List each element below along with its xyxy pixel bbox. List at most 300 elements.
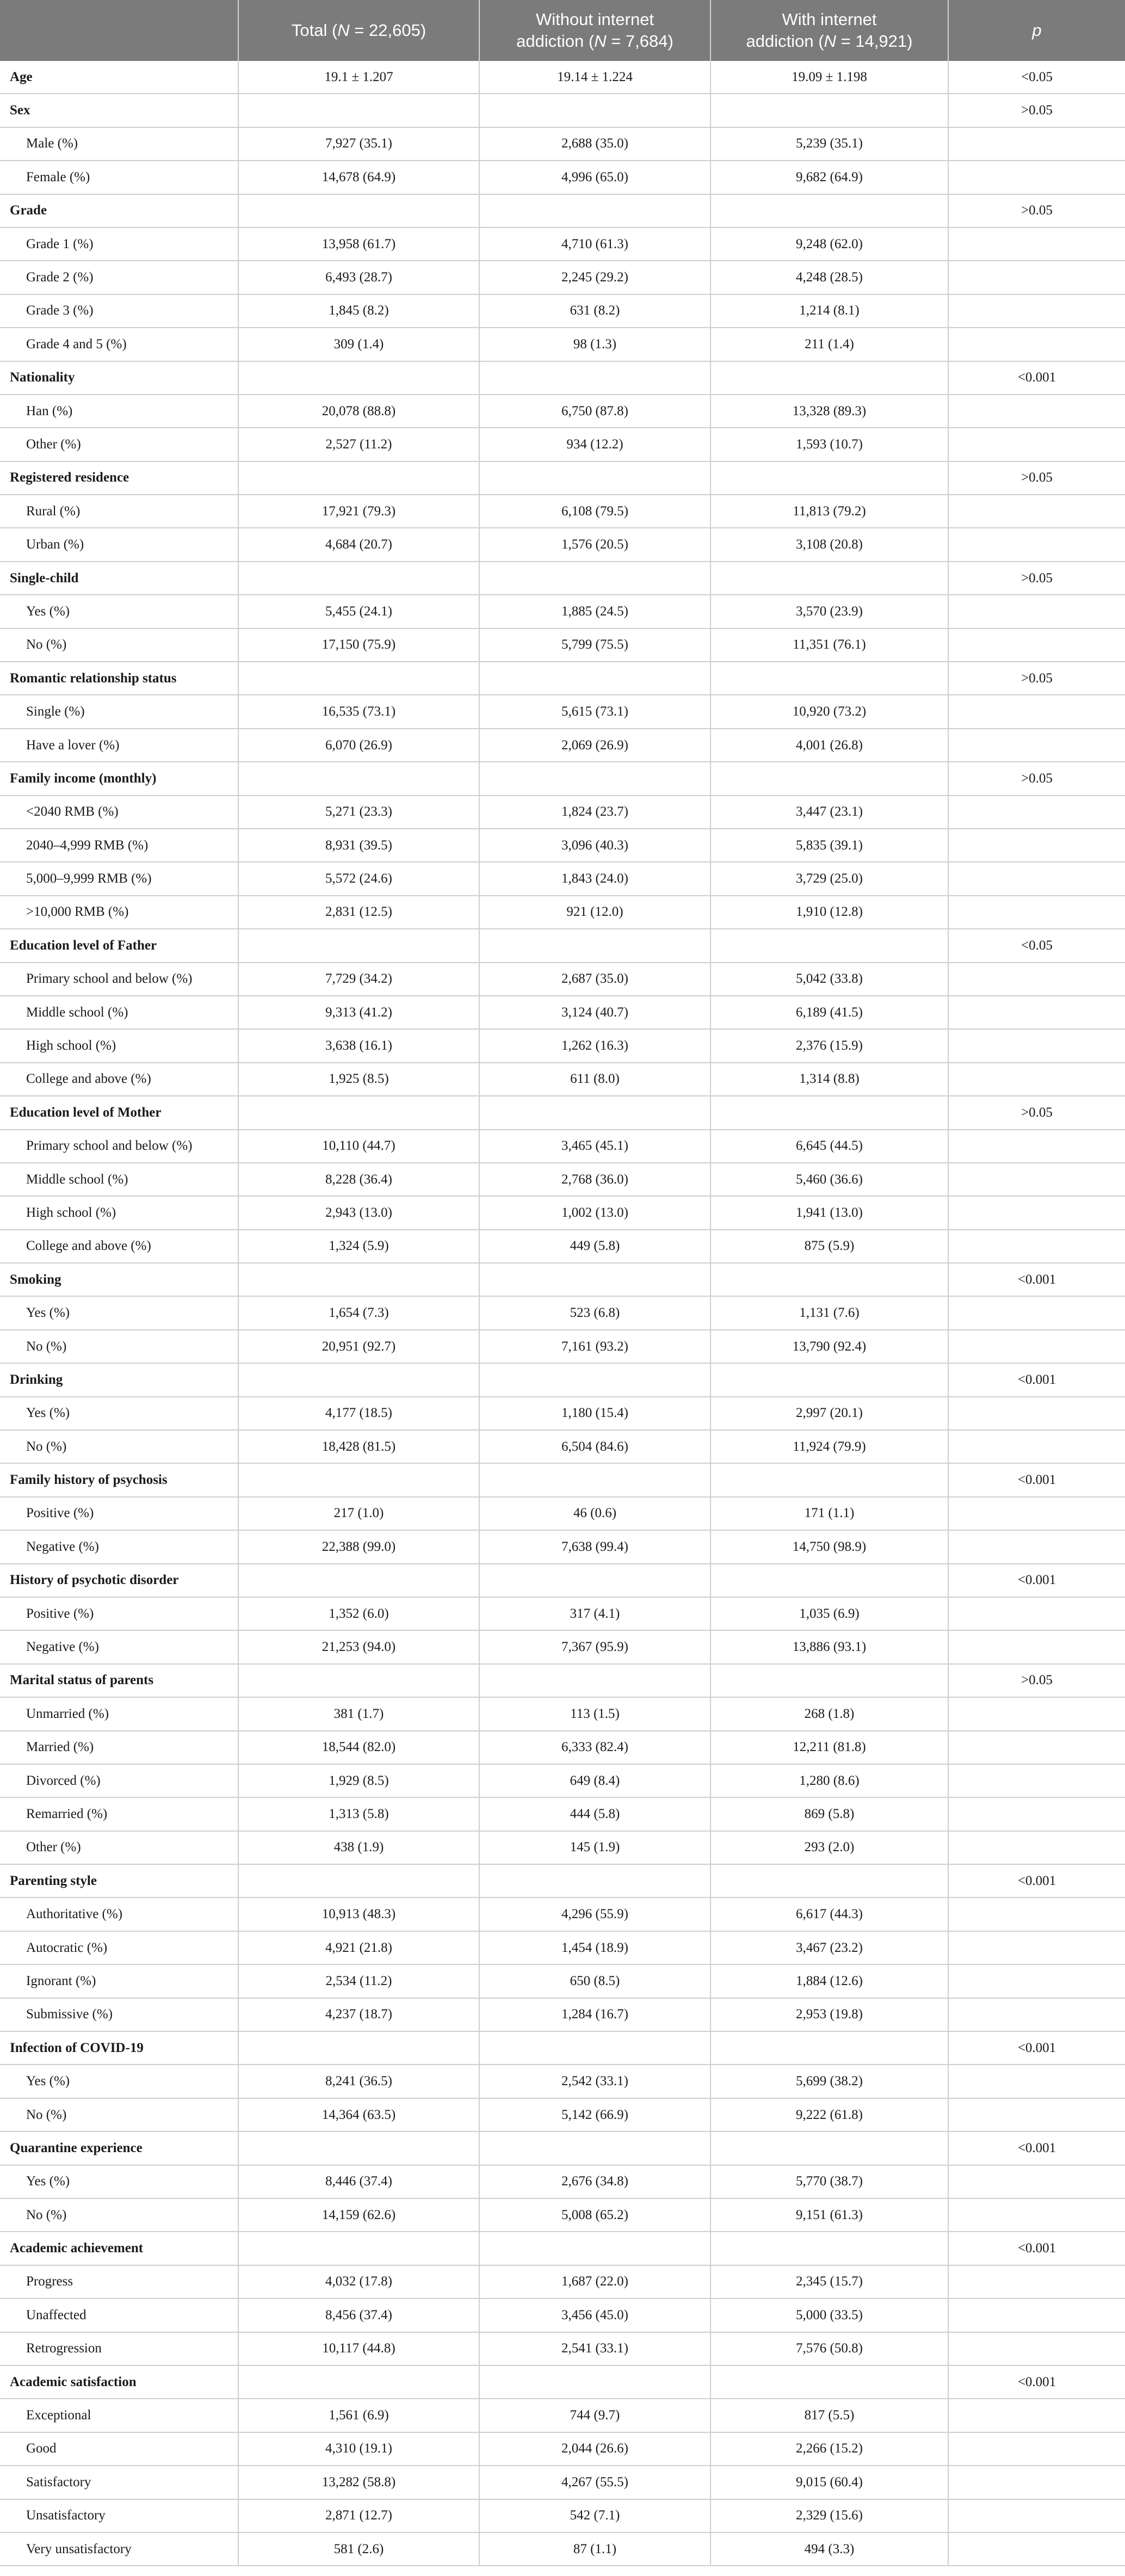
group-header-row: [0, 61, 1125, 94]
cell-p-value: [948, 2198, 1125, 2232]
header-p-value: p: [948, 0, 1125, 61]
cell-total: [238, 1564, 479, 1597]
cell-with-addiction: 2,329 (15.6): [710, 2499, 948, 2532]
cell-without-addiction: 6,750 (87.8): [479, 395, 710, 428]
cell-total: 217 (1.0): [238, 1497, 479, 1530]
cell-with-addiction: 13,886 (93.1): [710, 1630, 948, 1663]
cell-without-addiction: 2,542 (33.1): [479, 2065, 710, 2098]
cell-p-value: [948, 862, 1125, 895]
cell-without-addiction: 631 (8.2): [479, 294, 710, 328]
cell-with-addiction: 2,345 (15.7): [710, 2265, 948, 2298]
table-row: [0, 1964, 1125, 1998]
cell-p-value: [948, 1597, 1125, 1630]
cell-with-addiction: 4,001 (26.8): [710, 729, 948, 762]
row-label: No (%): [0, 628, 238, 662]
row-label: Drinking: [0, 1363, 238, 1396]
row-label: 2040–4,999 RMB (%): [0, 829, 238, 862]
cell-total: 2,871 (12.7): [238, 2499, 479, 2532]
cell-with-addiction: 293 (2.0): [710, 1831, 948, 1864]
cell-p-value: [948, 261, 1125, 294]
table-row: [0, 227, 1125, 261]
cell-without-addiction: 1,576 (20.5): [479, 528, 710, 561]
cell-without-addiction: [479, 562, 710, 595]
row-label: Family history of psychosis: [0, 1463, 238, 1496]
group-header-row: [0, 2232, 1125, 2265]
cell-total: 18,428 (81.5): [238, 1430, 479, 1463]
row-label: Smoking: [0, 1263, 238, 1296]
cell-without-addiction: [479, 194, 710, 227]
cell-with-addiction: 875 (5.9): [710, 1230, 948, 1263]
cell-without-addiction: 1,180 (15.4): [479, 1397, 710, 1430]
cell-total: 4,237 (18.7): [238, 1998, 479, 2031]
cell-with-addiction: 6,617 (44.3): [710, 1897, 948, 1931]
row-label: Marital status of parents: [0, 1664, 238, 1697]
cell-with-addiction: 3,729 (25.0): [710, 862, 948, 895]
cell-with-addiction: [710, 562, 948, 595]
cell-total: 381 (1.7): [238, 1697, 479, 1730]
cell-total: 581 (2.6): [238, 2532, 479, 2566]
row-label: Unmarried (%): [0, 1697, 238, 1730]
cell-p-value: [948, 2432, 1125, 2466]
cell-with-addiction: 3,108 (20.8): [710, 528, 948, 561]
header-with-addiction: With internet addiction (N = 14,921): [710, 0, 948, 61]
cell-with-addiction: 4,248 (28.5): [710, 261, 948, 294]
cell-p-value: [948, 1831, 1125, 1864]
table-row: [0, 829, 1125, 862]
row-label: Education level of Father: [0, 929, 238, 962]
cell-total: 10,110 (44.7): [238, 1130, 479, 1163]
cell-total: 10,913 (48.3): [238, 1897, 479, 1931]
cell-total: [238, 2031, 479, 2065]
cell-without-addiction: 7,161 (93.2): [479, 1330, 710, 1363]
cell-p-value: [948, 1630, 1125, 1663]
row-label: Submissive (%): [0, 1998, 238, 2031]
row-label: Yes (%): [0, 595, 238, 628]
cell-without-addiction: 7,367 (95.9): [479, 1630, 710, 1663]
cell-with-addiction: [710, 1564, 948, 1597]
cell-with-addiction: 11,351 (76.1): [710, 628, 948, 662]
row-label: Single (%): [0, 695, 238, 728]
cell-total: 20,951 (92.7): [238, 1330, 479, 1363]
row-label: Progress: [0, 2265, 238, 2298]
cell-with-addiction: 9,015 (60.4): [710, 2466, 948, 2499]
table-row: [0, 2499, 1125, 2532]
cell-without-addiction: 2,245 (29.2): [479, 261, 710, 294]
cell-with-addiction: [710, 1363, 948, 1396]
group-header-row: [0, 1096, 1125, 1129]
row-label: High school (%): [0, 1196, 238, 1229]
cell-p-value: [948, 1764, 1125, 1797]
row-label: Age: [0, 61, 238, 94]
cell-without-addiction: 5,008 (65.2): [479, 2198, 710, 2232]
cell-p-value: >0.05: [948, 94, 1125, 127]
cell-p-value: [948, 2098, 1125, 2131]
row-label: Yes (%): [0, 1296, 238, 1329]
cell-p-value: [948, 1397, 1125, 1430]
row-label: Yes (%): [0, 2165, 238, 2198]
table-row: [0, 2298, 1125, 2332]
cell-without-addiction: 2,044 (26.6): [479, 2432, 710, 2466]
cell-without-addiction: [479, 1564, 710, 1597]
cell-total: [238, 2365, 479, 2399]
cell-without-addiction: [479, 1463, 710, 1496]
cell-total: 4,921 (21.8): [238, 1931, 479, 1964]
cell-total: 309 (1.4): [238, 328, 479, 361]
cell-p-value: [948, 1063, 1125, 1096]
cell-total: [238, 1664, 479, 1697]
cell-without-addiction: 87 (1.1): [479, 2532, 710, 2566]
cell-with-addiction: 5,042 (33.8): [710, 963, 948, 996]
cell-p-value: [948, 996, 1125, 1029]
cell-with-addiction: 9,248 (62.0): [710, 227, 948, 261]
cell-p-value: [948, 1998, 1125, 2031]
row-label: Very unsatisfactory: [0, 2532, 238, 2566]
row-label: Academic achievement: [0, 2232, 238, 2265]
cell-total: 1,313 (5.8): [238, 1797, 479, 1831]
cell-total: 19.1 ± 1.207: [238, 61, 479, 94]
cell-with-addiction: [710, 2365, 948, 2399]
cell-total: 6,070 (26.9): [238, 729, 479, 762]
row-label: Satisfactory: [0, 2466, 238, 2499]
group-header-row: [0, 762, 1125, 795]
cell-without-addiction: 1,824 (23.7): [479, 796, 710, 829]
group-header-row: [0, 2365, 1125, 2399]
cell-p-value: [948, 1330, 1125, 1363]
row-label: <2040 RMB (%): [0, 796, 238, 829]
row-label: Sex: [0, 94, 238, 127]
cell-total: 1,845 (8.2): [238, 294, 479, 328]
cell-p-value: [948, 2499, 1125, 2532]
table-row: [0, 2466, 1125, 2499]
cell-with-addiction: 2,997 (20.1): [710, 1397, 948, 1430]
group-header-row: [0, 1263, 1125, 1296]
cell-without-addiction: [479, 929, 710, 962]
cell-p-value: >0.05: [948, 662, 1125, 695]
cell-total: 4,032 (17.8): [238, 2265, 479, 2298]
cell-with-addiction: [710, 2131, 948, 2165]
row-label: Ignorant (%): [0, 1964, 238, 1998]
cell-with-addiction: 3,570 (23.9): [710, 595, 948, 628]
table-row: [0, 996, 1125, 1029]
row-label: Middle school (%): [0, 1163, 238, 1196]
table-row: [0, 2198, 1125, 2232]
table-row: [0, 862, 1125, 895]
row-label: Single-child: [0, 562, 238, 595]
cell-with-addiction: 11,924 (79.9): [710, 1430, 948, 1463]
row-label: Yes (%): [0, 1397, 238, 1430]
cell-p-value: [948, 1897, 1125, 1931]
cell-total: 14,364 (63.5): [238, 2098, 479, 2131]
cell-total: [238, 762, 479, 795]
cell-p-value: >0.05: [948, 562, 1125, 595]
cell-with-addiction: [710, 194, 948, 227]
cell-total: 18,544 (82.0): [238, 1731, 479, 1764]
cell-total: 1,561 (6.9): [238, 2399, 479, 2432]
cell-total: 1,324 (5.9): [238, 1230, 479, 1263]
cell-with-addiction: 171 (1.1): [710, 1497, 948, 1530]
cell-total: [238, 361, 479, 395]
cell-with-addiction: [710, 762, 948, 795]
cell-without-addiction: 46 (0.6): [479, 1497, 710, 1530]
cell-total: 4,684 (20.7): [238, 528, 479, 561]
cell-with-addiction: 3,447 (23.1): [710, 796, 948, 829]
group-header-row: [0, 1463, 1125, 1496]
cell-without-addiction: [479, 2365, 710, 2399]
cell-p-value: [948, 2065, 1125, 2098]
cell-total: 1,929 (8.5): [238, 1764, 479, 1797]
cell-total: [238, 1363, 479, 1396]
cell-with-addiction: 1,035 (6.9): [710, 1597, 948, 1630]
cell-p-value: <0.001: [948, 1363, 1125, 1396]
row-label: Academic satisfaction: [0, 2365, 238, 2399]
cell-p-value: [948, 1029, 1125, 1062]
cell-with-addiction: 1,593 (10.7): [710, 428, 948, 461]
cell-without-addiction: 650 (8.5): [479, 1964, 710, 1998]
cell-with-addiction: [710, 361, 948, 395]
cell-p-value: [948, 1430, 1125, 1463]
row-label: Education level of Mother: [0, 1096, 238, 1129]
table-row: [0, 2098, 1125, 2131]
table-row: [0, 1430, 1125, 1463]
row-label: Grade: [0, 194, 238, 227]
row-label: Negative (%): [0, 1630, 238, 1663]
cell-without-addiction: 1,843 (24.0): [479, 862, 710, 895]
table-row: [0, 1196, 1125, 1229]
cell-p-value: >0.05: [948, 1096, 1125, 1129]
row-label: Good: [0, 2432, 238, 2466]
row-label: Authoritative (%): [0, 1897, 238, 1931]
row-label: Grade 1 (%): [0, 227, 238, 261]
cell-with-addiction: 5,460 (36.6): [710, 1163, 948, 1196]
cell-p-value: [948, 1163, 1125, 1196]
cell-without-addiction: 317 (4.1): [479, 1597, 710, 1630]
cell-total: [238, 2232, 479, 2265]
group-header-row: [0, 2031, 1125, 2065]
table-row: [0, 2332, 1125, 2365]
cell-with-addiction: 1,941 (13.0): [710, 1196, 948, 1229]
cell-p-value: [948, 1731, 1125, 1764]
row-label: No (%): [0, 2198, 238, 2232]
table-row: [0, 1029, 1125, 1062]
cell-p-value: [948, 2466, 1125, 2499]
row-label: Negative (%): [0, 1530, 238, 1563]
header-row: [0, 0, 1125, 61]
cell-without-addiction: 649 (8.4): [479, 1764, 710, 1797]
cell-p-value: [948, 2298, 1125, 2332]
cell-total: 1,352 (6.0): [238, 1597, 479, 1630]
cell-without-addiction: 4,296 (55.9): [479, 1897, 710, 1931]
cell-with-addiction: 7,576 (50.8): [710, 2332, 948, 2365]
cell-without-addiction: 2,687 (35.0): [479, 963, 710, 996]
cell-p-value: >0.05: [948, 762, 1125, 795]
cell-p-value: <0.001: [948, 2365, 1125, 2399]
cell-total: [238, 1096, 479, 1129]
cell-without-addiction: [479, 1263, 710, 1296]
cell-p-value: [948, 628, 1125, 662]
group-header-row: [0, 1864, 1125, 1897]
cell-with-addiction: [710, 461, 948, 495]
cell-p-value: [948, 294, 1125, 328]
cell-total: [238, 194, 479, 227]
cell-with-addiction: [710, 1463, 948, 1496]
cell-with-addiction: 1,131 (7.6): [710, 1296, 948, 1329]
cell-p-value: [948, 528, 1125, 561]
cell-p-value: [948, 127, 1125, 161]
row-label: No (%): [0, 1330, 238, 1363]
cell-p-value: >0.05: [948, 1664, 1125, 1697]
table-row: [0, 1330, 1125, 1363]
table-row: [0, 1597, 1125, 1630]
cell-with-addiction: 14,750 (98.9): [710, 1530, 948, 1563]
cell-without-addiction: 6,333 (82.4): [479, 1731, 710, 1764]
cell-p-value: <0.001: [948, 2031, 1125, 2065]
cell-without-addiction: [479, 2232, 710, 2265]
cell-p-value: >0.05: [948, 194, 1125, 227]
table-row: [0, 127, 1125, 161]
cell-total: 13,282 (58.8): [238, 2466, 479, 2499]
cell-without-addiction: 1,885 (24.5): [479, 595, 710, 628]
cell-with-addiction: 494 (3.3): [710, 2532, 948, 2566]
cell-p-value: [948, 2332, 1125, 2365]
cell-p-value: [948, 428, 1125, 461]
cell-with-addiction: 1,910 (12.8): [710, 896, 948, 929]
table-row: [0, 294, 1125, 328]
cell-total: 2,943 (13.0): [238, 1196, 479, 1229]
table-row: [0, 395, 1125, 428]
cell-p-value: [948, 227, 1125, 261]
cell-with-addiction: [710, 1864, 948, 1897]
cell-p-value: [948, 796, 1125, 829]
cell-total: 9,313 (41.2): [238, 996, 479, 1029]
cell-total: [238, 461, 479, 495]
cell-p-value: [948, 1230, 1125, 1263]
cell-total: 5,572 (24.6): [238, 862, 479, 895]
row-label: Parenting style: [0, 1864, 238, 1897]
table-row: [0, 1497, 1125, 1530]
cell-with-addiction: 2,266 (15.2): [710, 2432, 948, 2466]
cell-p-value: [948, 896, 1125, 929]
cell-total: [238, 2131, 479, 2165]
cell-with-addiction: 5,699 (38.2): [710, 2065, 948, 2098]
cell-total: [238, 1864, 479, 1897]
cell-without-addiction: 3,096 (40.3): [479, 829, 710, 862]
row-label: Family income (monthly): [0, 762, 238, 795]
group-header-row: [0, 1564, 1125, 1597]
cell-without-addiction: 921 (12.0): [479, 896, 710, 929]
cell-without-addiction: 113 (1.5): [479, 1697, 710, 1730]
row-label: Yes (%): [0, 2065, 238, 2098]
cell-with-addiction: [710, 1664, 948, 1697]
table-row: [0, 1397, 1125, 1430]
cell-p-value: <0.001: [948, 2232, 1125, 2265]
table-row: [0, 2165, 1125, 2198]
table-row: [0, 261, 1125, 294]
table-row: [0, 1897, 1125, 1931]
cell-with-addiction: [710, 2031, 948, 2065]
table-row: [0, 1530, 1125, 1563]
row-label: Grade 4 and 5 (%): [0, 328, 238, 361]
table-row: [0, 695, 1125, 728]
cell-p-value: <0.001: [948, 1463, 1125, 1496]
cell-total: 4,177 (18.5): [238, 1397, 479, 1430]
cell-total: 7,729 (34.2): [238, 963, 479, 996]
group-header-row: [0, 929, 1125, 962]
cell-with-addiction: 6,189 (41.5): [710, 996, 948, 1029]
cell-without-addiction: [479, 762, 710, 795]
cell-total: 8,228 (36.4): [238, 1163, 479, 1196]
cell-without-addiction: 542 (7.1): [479, 2499, 710, 2532]
header-without-addiction: Without internet addiction (N = 7,684): [479, 0, 710, 61]
cell-p-value: [948, 1296, 1125, 1329]
cell-p-value: [948, 829, 1125, 862]
group-header-row: [0, 1664, 1125, 1697]
cell-total: 7,927 (35.1): [238, 127, 479, 161]
cell-without-addiction: 2,069 (26.9): [479, 729, 710, 762]
cell-without-addiction: 7,638 (99.4): [479, 1530, 710, 1563]
row-label: Remarried (%): [0, 1797, 238, 1831]
group-header-row: [0, 2131, 1125, 2165]
cell-total: 13,958 (61.7): [238, 227, 479, 261]
cell-with-addiction: 11,813 (79.2): [710, 495, 948, 528]
row-label: >10,000 RMB (%): [0, 896, 238, 929]
cell-total: 14,159 (62.6): [238, 2198, 479, 2232]
table-row: [0, 896, 1125, 929]
cell-total: 1,654 (7.3): [238, 1296, 479, 1329]
cell-p-value: [948, 395, 1125, 428]
table-row: [0, 1797, 1125, 1831]
cell-p-value: [948, 1964, 1125, 1998]
row-label: Have a lover (%): [0, 729, 238, 762]
cell-without-addiction: [479, 2031, 710, 2065]
cell-without-addiction: 1,454 (18.9): [479, 1931, 710, 1964]
table-row: [0, 1731, 1125, 1764]
table-row: [0, 1130, 1125, 1163]
cell-with-addiction: 1,214 (8.1): [710, 294, 948, 328]
row-label: Divorced (%): [0, 1764, 238, 1797]
row-label: High school (%): [0, 1029, 238, 1062]
cell-total: 8,456 (37.4): [238, 2298, 479, 2332]
cell-with-addiction: 6,645 (44.5): [710, 1130, 948, 1163]
row-label: Exceptional: [0, 2399, 238, 2432]
cell-with-addiction: 1,280 (8.6): [710, 1764, 948, 1797]
cell-p-value: [948, 963, 1125, 996]
cell-total: 6,493 (28.7): [238, 261, 479, 294]
cell-without-addiction: 2,676 (34.8): [479, 2165, 710, 2198]
cell-without-addiction: 2,688 (35.0): [479, 127, 710, 161]
cell-p-value: <0.001: [948, 1564, 1125, 1597]
cell-with-addiction: 1,884 (12.6): [710, 1964, 948, 1998]
cell-total: [238, 562, 479, 595]
cell-total: 2,831 (12.5): [238, 896, 479, 929]
cell-without-addiction: 98 (1.3): [479, 328, 710, 361]
cell-without-addiction: 2,768 (36.0): [479, 1163, 710, 1196]
group-header-row: [0, 662, 1125, 695]
cell-p-value: [948, 1797, 1125, 1831]
cell-total: 21,253 (94.0): [238, 1630, 479, 1663]
cell-with-addiction: 13,328 (89.3): [710, 395, 948, 428]
row-label: Unsatisfactory: [0, 2499, 238, 2532]
cell-with-addiction: [710, 662, 948, 695]
cell-total: 5,455 (24.1): [238, 595, 479, 628]
cell-with-addiction: [710, 1263, 948, 1296]
cell-with-addiction: 9,222 (61.8): [710, 2098, 948, 2131]
cell-with-addiction: 3,467 (23.2): [710, 1931, 948, 1964]
cell-without-addiction: [479, 361, 710, 395]
table-row: [0, 495, 1125, 528]
cell-without-addiction: [479, 1864, 710, 1897]
table-row: [0, 1998, 1125, 2031]
table-row: [0, 796, 1125, 829]
